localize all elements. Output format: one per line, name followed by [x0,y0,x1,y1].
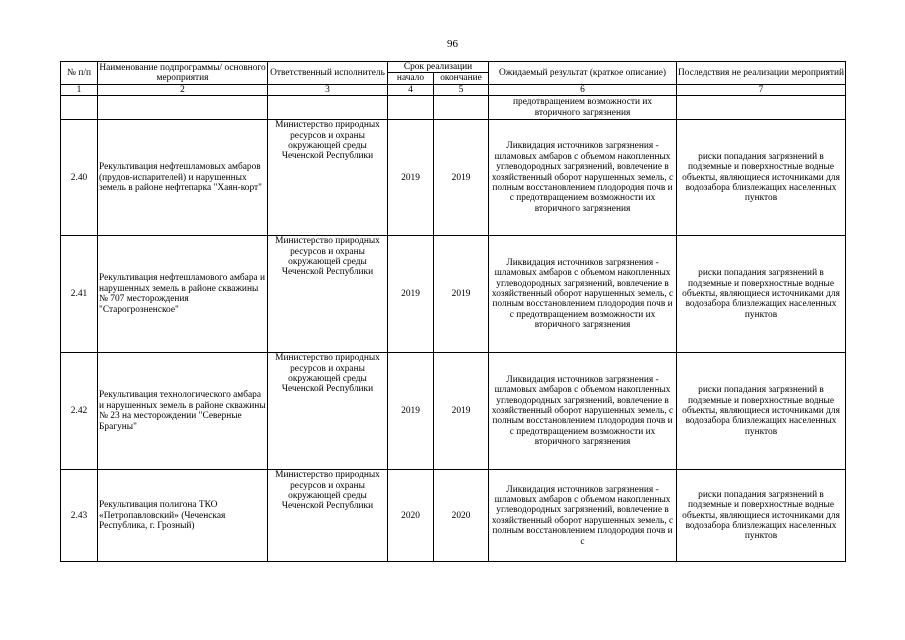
header-num: № п/п [61,62,98,85]
expected-result: Ликвидация источников загрязнения - шламовых амбаров с объемом накопленных углеводородных загрязнений, вовлечение в хозяйственный оборот нарушенных земель, с полным восстановлением плодородия почв и с предотвращением возможности их вторичного загрязнения [489,120,677,236]
measure-name: Рекультивация нефтешламового амбара и нарушенных земель в районе скважины № 707 месторождения "Старогрозненское" [98,236,268,353]
start-year: 2019 [388,236,434,353]
start-year: 2019 [388,120,434,236]
end-year: 2020 [434,470,489,562]
column-number: 6 [489,84,677,95]
non-implementation-consequences: риски попадания загрязнений в подземные и поверхностные водные объекты, являющиеся источниками для водозабора близлежащих населенных пунктов [677,120,846,236]
continuation-name-cell [98,96,268,120]
responsible-executor: Министерство природных ресурсов и охраны окружающей среды Чеченской Республики [268,120,388,236]
measure-name: Рекультивация технологического амбара и нарушенных земель в районе скважины № 23 на месторождении "Северные Брагуны" [98,353,268,470]
end-year: 2019 [434,120,489,236]
column-number: 2 [98,84,268,95]
header-executor: Ответственный исполнитель [268,62,388,85]
continuation-result: предотвращением возможности их вторичного загрязнения [489,96,677,120]
row-number: 2.42 [61,353,98,470]
continuation-end-cell [434,96,489,120]
measure-name: Рекультивация полигона ТКО «Петропавловский» (Чеченская Республика, г. Грозный) [98,470,268,562]
non-implementation-consequences: риски попадания загрязнений в подземные и поверхностные водные объекты, являющиеся источниками для водозабора близлежащих населенных пунктов [677,353,846,470]
table-row [61,353,846,470]
header-consequences: Последствия не реализации мероприятий [677,62,846,85]
end-year: 2019 [434,353,489,470]
header-period: Срок реализации [388,62,489,73]
column-number: 5 [434,84,489,95]
column-number: 3 [268,84,388,95]
responsible-executor: Министерство природных ресурсов и охраны окружающей среды Чеченской Республики [268,470,388,562]
continuation-start-cell [388,96,434,120]
non-implementation-consequences: риски попадания загрязнений в подземные и поверхностные водные объекты, являющиеся источниками для водозабора близлежащих населенных пунктов [677,236,846,353]
row-number: 2.41 [61,236,98,353]
continuation-executor-cell [268,96,388,120]
expected-result: Ликвидация источников загрязнения - шламовых амбаров с объемом накопленных углеводородных загрязнений, вовлечение в хозяйственный оборот нарушенных земель, с полным восстановлением плодородия почв и с предотвращением возможности их вторичного загрязнения [489,236,677,353]
expected-result: Ликвидация источников загрязнения - шламовых амбаров с объемом накопленных углеводородных загрязнений, вовлечение в хозяйственный оборот нарушенных земель, с полным восстановлением плодородия почв и с [489,470,677,562]
header-start: начало [388,73,434,84]
header-end: окончание [434,73,489,84]
start-year: 2019 [388,353,434,470]
table-row [61,120,846,236]
page-number: 96 [447,38,458,50]
column-number: 7 [677,84,846,95]
program-measures-table [60,61,846,562]
responsible-executor: Министерство природных ресурсов и охраны окружающей среды Чеченской Республики [268,353,388,470]
end-year: 2019 [434,236,489,353]
header-result: Ожидаемый результат (краткое описание) [489,62,677,85]
header-name: Наименование подпрограммы/ основного мероприятия [99,62,266,83]
continuation-row [61,96,846,120]
table-row [61,470,846,562]
start-year: 2020 [388,470,434,562]
continuation-num-cell [61,96,98,120]
row-number: 2.43 [61,470,98,562]
column-numbers-row [61,84,846,95]
column-number: 4 [388,84,434,95]
continuation-consequences-cell [677,96,846,120]
non-implementation-consequences: риски попадания загрязнений в подземные и поверхностные водные объекты, являющиеся источниками для водозабора близлежащих населенных пунктов [677,470,846,562]
responsible-executor: Министерство природных ресурсов и охраны окружающей среды Чеченской Республики [268,236,388,353]
measure-name: Рекультивация нефтешламовых амбаров (прудов-испарителей) и нарушенных земель в районе нефтепарка "Хаян-корт" [98,120,268,236]
column-number: 1 [61,84,98,95]
table-row [61,236,846,353]
header-row [61,62,846,73]
row-number: 2.40 [61,120,98,236]
expected-result: Ликвидация источников загрязнения - шламовых амбаров с объемом накопленных углеводородных загрязнений, вовлечение в хозяйственный оборот нарушенных земель, с полным восстановлением плодородия почв и с предотвращением возможности их вторичного загрязнения [489,353,677,470]
